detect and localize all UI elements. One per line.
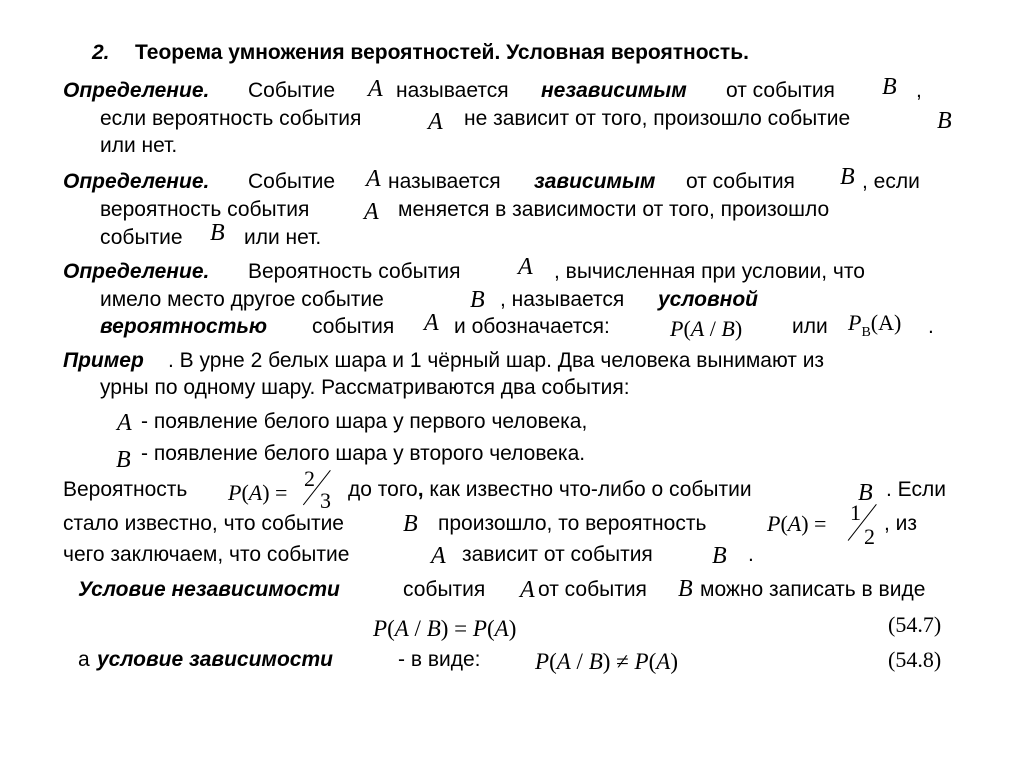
- conditional-prob-formula: P(A / B): [670, 316, 743, 341]
- def2-text: , если: [862, 170, 920, 193]
- cond-sym-b: B: [678, 576, 693, 602]
- cond-sym-a: A: [520, 577, 535, 603]
- prob-text: до того, как известно что-либо о событии: [348, 478, 752, 501]
- independence-equation: P(A / B) = P(A): [373, 616, 517, 641]
- def1-term: Определение.: [63, 79, 210, 102]
- section-number: 2.: [92, 41, 110, 64]
- def1-text: Событие: [248, 79, 335, 102]
- def1-sym-a: A: [428, 109, 443, 135]
- equation-number: (54.7): [888, 612, 942, 637]
- cond-text: события: [403, 578, 486, 601]
- def3-sym-a: A: [518, 254, 533, 280]
- prob-sym-a: A: [431, 543, 446, 569]
- def2-keyword: зависимым: [534, 170, 656, 193]
- def3-text: .: [928, 315, 934, 338]
- prob-sym-b: B: [712, 543, 727, 569]
- def3-sym-a: A: [424, 310, 439, 336]
- def2-term: Определение.: [63, 170, 210, 193]
- def2-sym-a: A: [366, 166, 381, 192]
- def3-sym-b: B: [470, 287, 485, 313]
- prob-sym-b: B: [403, 511, 418, 537]
- example-text: урны по одному шару. Рассматриваются два события:: [100, 376, 630, 399]
- def3-keyword: вероятностью: [100, 315, 268, 338]
- event-a-symbol: A: [117, 410, 132, 436]
- dependence-equation: P(A / B) ≠ P(A): [535, 649, 679, 674]
- def3-text: или: [792, 315, 828, 338]
- equation-number: (54.8): [888, 647, 942, 672]
- fraction-one-half: 1 2: [844, 500, 886, 548]
- def2-text: меняется в зависимости от того, произошло: [398, 198, 830, 221]
- cond-text: можно записать в виде: [700, 578, 926, 601]
- prob-formula-1: P(A) =: [228, 480, 288, 505]
- def1-sym-a: A: [368, 76, 383, 102]
- def3-keyword: условной: [658, 288, 758, 311]
- conditional-prob-subscript-formula: $P_B(A)$: [848, 310, 902, 340]
- event-b-symbol: B: [116, 447, 131, 473]
- def3-term: Определение.: [63, 260, 210, 283]
- def2-text: событие: [100, 226, 183, 249]
- cond-keyword: условие зависимости: [97, 648, 333, 671]
- def2-text: или нет.: [244, 226, 322, 249]
- def1-sym-b: B: [882, 74, 897, 100]
- def3-text: имело место другое событие: [100, 288, 384, 311]
- def1-text: если вероятность события: [100, 107, 362, 130]
- def3-text: и обозначается:: [454, 315, 610, 338]
- def2-text: от события: [686, 170, 795, 193]
- prob-text: . Если: [886, 478, 946, 501]
- def1-text: или нет.: [100, 134, 178, 157]
- prob-formula-2: P(A) =: [767, 511, 827, 536]
- def1-text: от события: [726, 79, 835, 102]
- cond-text: от события: [538, 578, 647, 601]
- page-title: Теорема умножения вероятностей. Условная вероятность.: [135, 41, 749, 64]
- def3-text: , вычисленная при условии, что: [554, 260, 865, 283]
- prob-text: чего заключаем, что событие: [63, 543, 350, 566]
- prob-text: Вероятность: [63, 478, 188, 501]
- def2-sym-b: B: [840, 164, 855, 190]
- cond-text: а: [78, 648, 90, 671]
- fraction-two-thirds: 2 3: [304, 466, 331, 513]
- def2-text: Событие: [248, 170, 335, 193]
- example-text: . В урне 2 белых шара и 1 чёрный шар. Два человека вынимают из: [168, 349, 825, 372]
- def1-text: называется: [396, 79, 509, 102]
- def2-sym-a: A: [364, 199, 379, 225]
- cond-keyword: Условие независимости: [78, 578, 340, 601]
- event-b-desc: - появление белого шара у второго человека.: [141, 442, 586, 465]
- def1-keyword: независимым: [541, 79, 687, 102]
- def3-text: события: [312, 315, 395, 338]
- def1-text: не зависит от того, произошло событие: [464, 107, 851, 130]
- example-term: Пример: [63, 349, 144, 372]
- cond-text: - в виде:: [398, 648, 481, 671]
- def2-text: вероятность события: [100, 198, 310, 221]
- def1-sym-b: B: [937, 108, 952, 134]
- prob-text: .: [748, 543, 754, 566]
- prob-text: зависит от события: [462, 543, 653, 566]
- prob-sym-b: B: [858, 480, 873, 506]
- prob-text: стало известно, что событие: [63, 512, 344, 535]
- def2-text: называется: [388, 170, 501, 193]
- prob-text: , из: [884, 512, 918, 535]
- prob-text: произошло, то вероятность: [438, 512, 707, 535]
- event-a-desc: - появление белого шара у первого человека,: [141, 410, 588, 433]
- def3-text: , называется: [500, 288, 625, 311]
- def3-text: Вероятность события: [248, 260, 461, 283]
- def1-text: ,: [916, 79, 922, 102]
- def2-sym-b: B: [210, 220, 225, 246]
